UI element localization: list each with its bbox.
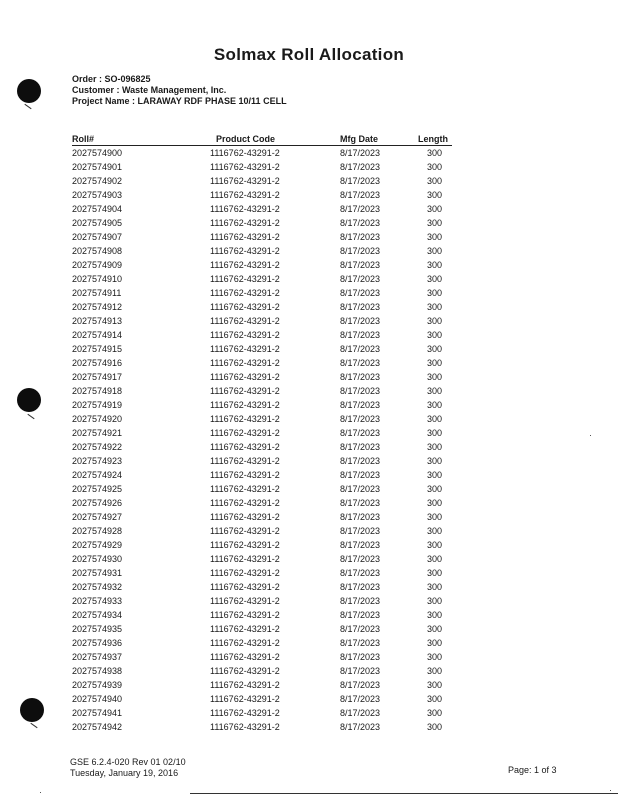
roll-cell: 2027574915 — [72, 344, 123, 354]
roll-cell: 2027574937 — [72, 652, 123, 662]
roll-cell: 2027574932 — [72, 582, 123, 592]
length-cell: 300 — [427, 624, 443, 634]
mfg-date-cell: 8/17/2023 — [340, 274, 381, 284]
mfg-date-cell: 8/17/2023 — [340, 400, 381, 410]
length-cell: 300 — [427, 694, 443, 704]
product-code-cell: 1116762-43291-2 — [210, 330, 280, 340]
table-row — [0, 427, 618, 441]
roll-cell: 2027574925 — [72, 484, 123, 494]
product-code-cell: 1116762-43291-2 — [210, 624, 280, 634]
length-cell: 300 — [427, 582, 443, 592]
mfg-date-cell: 8/17/2023 — [340, 386, 381, 396]
length-cell: 300 — [427, 302, 443, 312]
mfg-date-cell: 8/17/2023 — [340, 498, 381, 508]
form-code: GSE 6.2.4-020 Rev 01 02/10 — [70, 757, 186, 767]
product-code-cell: 1116762-43291-2 — [210, 652, 280, 662]
mfg-date-cell: 8/17/2023 — [340, 428, 381, 438]
table-row — [0, 637, 618, 651]
table-row — [0, 553, 618, 567]
product-code-cell: 1116762-43291-2 — [210, 540, 280, 550]
product-code-cell: 1116762-43291-2 — [210, 484, 280, 494]
length-cell: 300 — [427, 484, 443, 494]
roll-cell: 2027574916 — [72, 358, 123, 368]
product-code-cell: 1116762-43291-2 — [210, 638, 280, 648]
mfg-date-cell: 8/17/2023 — [340, 610, 381, 620]
roll-cell: 2027574907 — [72, 232, 123, 242]
length-cell: 300 — [427, 638, 443, 648]
mfg-date-cell: 8/17/2023 — [340, 316, 381, 326]
roll-cell: 2027574929 — [72, 540, 123, 550]
product-code-cell: 1116762-43291-2 — [210, 596, 280, 606]
table-row — [0, 441, 618, 455]
product-code-cell: 1116762-43291-2 — [210, 344, 280, 354]
table-row — [0, 455, 618, 469]
length-cell: 300 — [427, 596, 443, 606]
mfg-date-cell: 8/17/2023 — [340, 694, 381, 704]
table-row — [0, 707, 618, 721]
mfg-date-cell: 8/17/2023 — [340, 582, 381, 592]
roll-cell: 2027574909 — [72, 260, 123, 270]
length-cell: 300 — [427, 666, 443, 676]
table-row — [0, 511, 618, 525]
mfg-date-cell: 8/17/2023 — [340, 652, 381, 662]
roll-cell: 2027574930 — [72, 554, 123, 564]
table-row — [0, 259, 618, 273]
length-cell: 300 — [427, 358, 443, 368]
column-header-mfg-date: Mfg Date — [340, 134, 378, 144]
product-code-cell: 1116762-43291-2 — [210, 722, 280, 732]
table-row — [0, 567, 618, 581]
length-cell: 300 — [427, 568, 443, 578]
product-code-cell: 1116762-43291-2 — [210, 414, 280, 424]
product-code-cell: 1116762-43291-2 — [210, 498, 280, 508]
mfg-date-cell: 8/17/2023 — [340, 568, 381, 578]
roll-cell: 2027574939 — [72, 680, 123, 690]
table-row — [0, 287, 618, 301]
product-code-cell: 1116762-43291-2 — [210, 302, 280, 312]
product-code-cell: 1116762-43291-2 — [210, 232, 280, 242]
product-code-cell: 1116762-43291-2 — [210, 204, 280, 214]
table-row — [0, 609, 618, 623]
roll-cell: 2027574922 — [72, 442, 123, 452]
table-row — [0, 329, 618, 343]
table-header — [0, 134, 618, 146]
table-row — [0, 651, 618, 665]
length-cell: 300 — [427, 274, 443, 284]
product-code-cell: 1116762-43291-2 — [210, 694, 280, 704]
mfg-date-cell: 8/17/2023 — [340, 526, 381, 536]
length-cell: 300 — [427, 526, 443, 536]
roll-cell: 2027574924 — [72, 470, 123, 480]
length-cell: 300 — [427, 680, 443, 690]
product-code-cell: 1116762-43291-2 — [210, 470, 280, 480]
table-row — [0, 231, 618, 245]
roll-cell: 2027574928 — [72, 526, 123, 536]
product-code-cell: 1116762-43291-2 — [210, 568, 280, 578]
table-row — [0, 315, 618, 329]
mfg-date-cell: 8/17/2023 — [340, 540, 381, 550]
roll-cell: 2027574910 — [72, 274, 123, 284]
table-row — [0, 483, 618, 497]
length-cell: 300 — [427, 372, 443, 382]
table-row — [0, 679, 618, 693]
product-code-cell: 1116762-43291-2 — [210, 428, 280, 438]
column-header-length: Length — [418, 134, 448, 144]
roll-cell: 2027574942 — [72, 722, 123, 732]
length-cell: 300 — [427, 260, 443, 270]
product-code-cell: 1116762-43291-2 — [210, 288, 280, 298]
mfg-date-cell: 8/17/2023 — [340, 666, 381, 676]
mfg-date-cell: 8/17/2023 — [340, 456, 381, 466]
product-code-cell: 1116762-43291-2 — [210, 246, 280, 256]
table-row — [0, 385, 618, 399]
product-code-cell: 1116762-43291-2 — [210, 680, 280, 690]
length-cell: 300 — [427, 344, 443, 354]
length-cell: 300 — [427, 232, 443, 242]
page-title: Solmax Roll Allocation — [213, 45, 405, 64]
roll-cell: 2027574917 — [72, 372, 123, 382]
product-code-cell: 1116762-43291-2 — [210, 442, 280, 452]
length-cell: 300 — [427, 470, 443, 480]
roll-cell: 2027574927 — [72, 512, 123, 522]
mfg-date-cell: 8/17/2023 — [340, 148, 381, 158]
length-cell: 300 — [427, 540, 443, 550]
mfg-date-cell: 8/17/2023 — [340, 722, 381, 732]
product-code-cell: 1116762-43291-2 — [210, 456, 280, 466]
bottom-rule — [190, 793, 618, 794]
roll-cell: 2027574904 — [72, 204, 123, 214]
column-header-product-code: Product Code — [216, 134, 276, 144]
length-cell: 300 — [427, 652, 443, 662]
mfg-date-cell: 8/17/2023 — [340, 232, 381, 242]
roll-cell: 2027574920 — [72, 414, 123, 424]
scan-speck — [610, 790, 611, 791]
roll-cell: 2027574933 — [72, 596, 123, 606]
length-cell: 300 — [427, 428, 443, 438]
product-code-cell: 1116762-43291-2 — [210, 386, 280, 396]
roll-cell: 2027574931 — [72, 568, 123, 578]
mfg-date-cell: 8/17/2023 — [340, 554, 381, 564]
product-code-cell: 1116762-43291-2 — [210, 190, 280, 200]
product-code-cell: 1116762-43291-2 — [210, 708, 280, 718]
product-code-cell: 1116762-43291-2 — [210, 610, 280, 620]
roll-cell: 2027574926 — [72, 498, 123, 508]
product-code-cell: 1116762-43291-2 — [210, 666, 280, 676]
table-row — [0, 469, 618, 483]
product-code-cell: 1116762-43291-2 — [210, 316, 280, 326]
table-row — [0, 371, 618, 385]
length-cell: 300 — [427, 204, 443, 214]
product-code-cell: 1116762-43291-2 — [210, 582, 280, 592]
mfg-date-cell: 8/17/2023 — [340, 302, 381, 312]
table-row — [0, 595, 618, 609]
product-code-cell: 1116762-43291-2 — [210, 260, 280, 270]
product-code-cell: 1116762-43291-2 — [210, 372, 280, 382]
table-row — [0, 147, 618, 161]
length-cell: 300 — [427, 288, 443, 298]
mfg-date-cell: 8/17/2023 — [340, 330, 381, 340]
table-row — [0, 693, 618, 707]
length-cell: 300 — [427, 498, 443, 508]
product-code-cell: 1116762-43291-2 — [210, 358, 280, 368]
product-code-cell: 1116762-43291-2 — [210, 274, 280, 284]
roll-table — [0, 147, 618, 735]
roll-cell: 2027574900 — [72, 148, 123, 158]
mfg-date-cell: 8/17/2023 — [340, 358, 381, 368]
table-row — [0, 497, 618, 511]
table-row — [0, 413, 618, 427]
table-row — [0, 301, 618, 315]
roll-cell: 2027574918 — [72, 386, 123, 396]
mfg-date-cell: 8/17/2023 — [340, 218, 381, 228]
roll-cell: 2027574940 — [72, 694, 123, 704]
table-row — [0, 399, 618, 413]
table-row — [0, 161, 618, 175]
roll-cell: 2027574921 — [72, 428, 123, 438]
roll-cell: 2027574908 — [72, 246, 123, 256]
mfg-date-cell: 8/17/2023 — [340, 288, 381, 298]
length-cell: 300 — [427, 330, 443, 340]
length-cell: 300 — [427, 722, 443, 732]
mfg-date-cell: 8/17/2023 — [340, 638, 381, 648]
roll-cell: 2027574934 — [72, 610, 123, 620]
table-row — [0, 525, 618, 539]
length-cell: 300 — [427, 414, 443, 424]
table-row — [0, 273, 618, 287]
scan-speck — [40, 792, 41, 793]
mfg-date-cell: 8/17/2023 — [340, 176, 381, 186]
order-info — [72, 74, 287, 107]
mfg-date-cell: 8/17/2023 — [340, 260, 381, 270]
table-row — [0, 245, 618, 259]
mfg-date-cell: 8/17/2023 — [340, 596, 381, 606]
table-row — [0, 665, 618, 679]
mfg-date-cell: 8/17/2023 — [340, 162, 381, 172]
footer-info — [70, 757, 186, 779]
mfg-date-cell: 8/17/2023 — [340, 680, 381, 690]
punch-hole-mark — [24, 104, 31, 109]
roll-cell: 2027574938 — [72, 666, 123, 676]
product-code-cell: 1116762-43291-2 — [210, 218, 280, 228]
product-code-cell: 1116762-43291-2 — [210, 554, 280, 564]
table-row — [0, 539, 618, 553]
table-row — [0, 343, 618, 357]
mfg-date-cell: 8/17/2023 — [340, 708, 381, 718]
table-row — [0, 623, 618, 637]
length-cell: 300 — [427, 708, 443, 718]
mfg-date-cell: 8/17/2023 — [340, 372, 381, 382]
mfg-date-cell: 8/17/2023 — [340, 344, 381, 354]
product-code-cell: 1116762-43291-2 — [210, 162, 280, 172]
roll-cell: 2027574919 — [72, 400, 123, 410]
length-cell: 300 — [427, 162, 443, 172]
table-row — [0, 203, 618, 217]
mfg-date-cell: 8/17/2023 — [340, 204, 381, 214]
header-rule — [72, 145, 452, 146]
product-code-cell: 1116762-43291-2 — [210, 400, 280, 410]
roll-cell: 2027574923 — [72, 456, 123, 466]
length-cell: 300 — [427, 512, 443, 522]
length-cell: 300 — [427, 246, 443, 256]
length-cell: 300 — [427, 442, 443, 452]
roll-cell: 2027574935 — [72, 624, 123, 634]
roll-cell: 2027574901 — [72, 162, 123, 172]
roll-cell: 2027574911 — [72, 288, 122, 298]
table-row — [0, 721, 618, 735]
mfg-date-cell: 8/17/2023 — [340, 442, 381, 452]
product-code-cell: 1116762-43291-2 — [210, 176, 280, 186]
customer-name: Customer : Waste Management, Inc. — [72, 85, 227, 95]
roll-cell: 2027574905 — [72, 218, 123, 228]
roll-cell: 2027574914 — [72, 330, 123, 340]
roll-cell: 2027574936 — [72, 638, 123, 648]
mfg-date-cell: 8/17/2023 — [340, 484, 381, 494]
roll-cell: 2027574941 — [72, 708, 123, 718]
length-cell: 300 — [427, 148, 443, 158]
mfg-date-cell: 8/17/2023 — [340, 624, 381, 634]
length-cell: 300 — [427, 554, 443, 564]
product-code-cell: 1116762-43291-2 — [210, 148, 280, 158]
page-number: Page: 1 of 3 — [508, 765, 557, 775]
product-code-cell: 1116762-43291-2 — [210, 512, 280, 522]
scan-speck — [590, 435, 591, 436]
order-number: Order : SO-096825 — [72, 74, 151, 84]
table-row — [0, 175, 618, 189]
punch-hole-top — [17, 79, 41, 103]
length-cell: 300 — [427, 176, 443, 186]
table-row — [0, 189, 618, 203]
length-cell: 300 — [427, 218, 443, 228]
mfg-date-cell: 8/17/2023 — [340, 414, 381, 424]
table-row — [0, 581, 618, 595]
roll-cell: 2027574902 — [72, 176, 123, 186]
project-name: Project Name : LARAWAY RDF PHASE 10/11 CELL — [72, 96, 287, 106]
length-cell: 300 — [427, 610, 443, 620]
table-row — [0, 357, 618, 371]
length-cell: 300 — [427, 316, 443, 326]
length-cell: 300 — [427, 400, 443, 410]
mfg-date-cell: 8/17/2023 — [340, 246, 381, 256]
mfg-date-cell: 8/17/2023 — [340, 190, 381, 200]
print-date: Tuesday, January 19, 2016 — [70, 768, 179, 778]
roll-cell: 2027574912 — [72, 302, 123, 312]
mfg-date-cell: 8/17/2023 — [340, 470, 381, 480]
length-cell: 300 — [427, 386, 443, 396]
product-code-cell: 1116762-43291-2 — [210, 526, 280, 536]
column-header-roll: Roll# — [72, 134, 95, 144]
length-cell: 300 — [427, 456, 443, 466]
roll-cell: 2027574903 — [72, 190, 123, 200]
roll-cell: 2027574913 — [72, 316, 123, 326]
length-cell: 300 — [427, 190, 443, 200]
table-row — [0, 217, 618, 231]
mfg-date-cell: 8/17/2023 — [340, 512, 381, 522]
